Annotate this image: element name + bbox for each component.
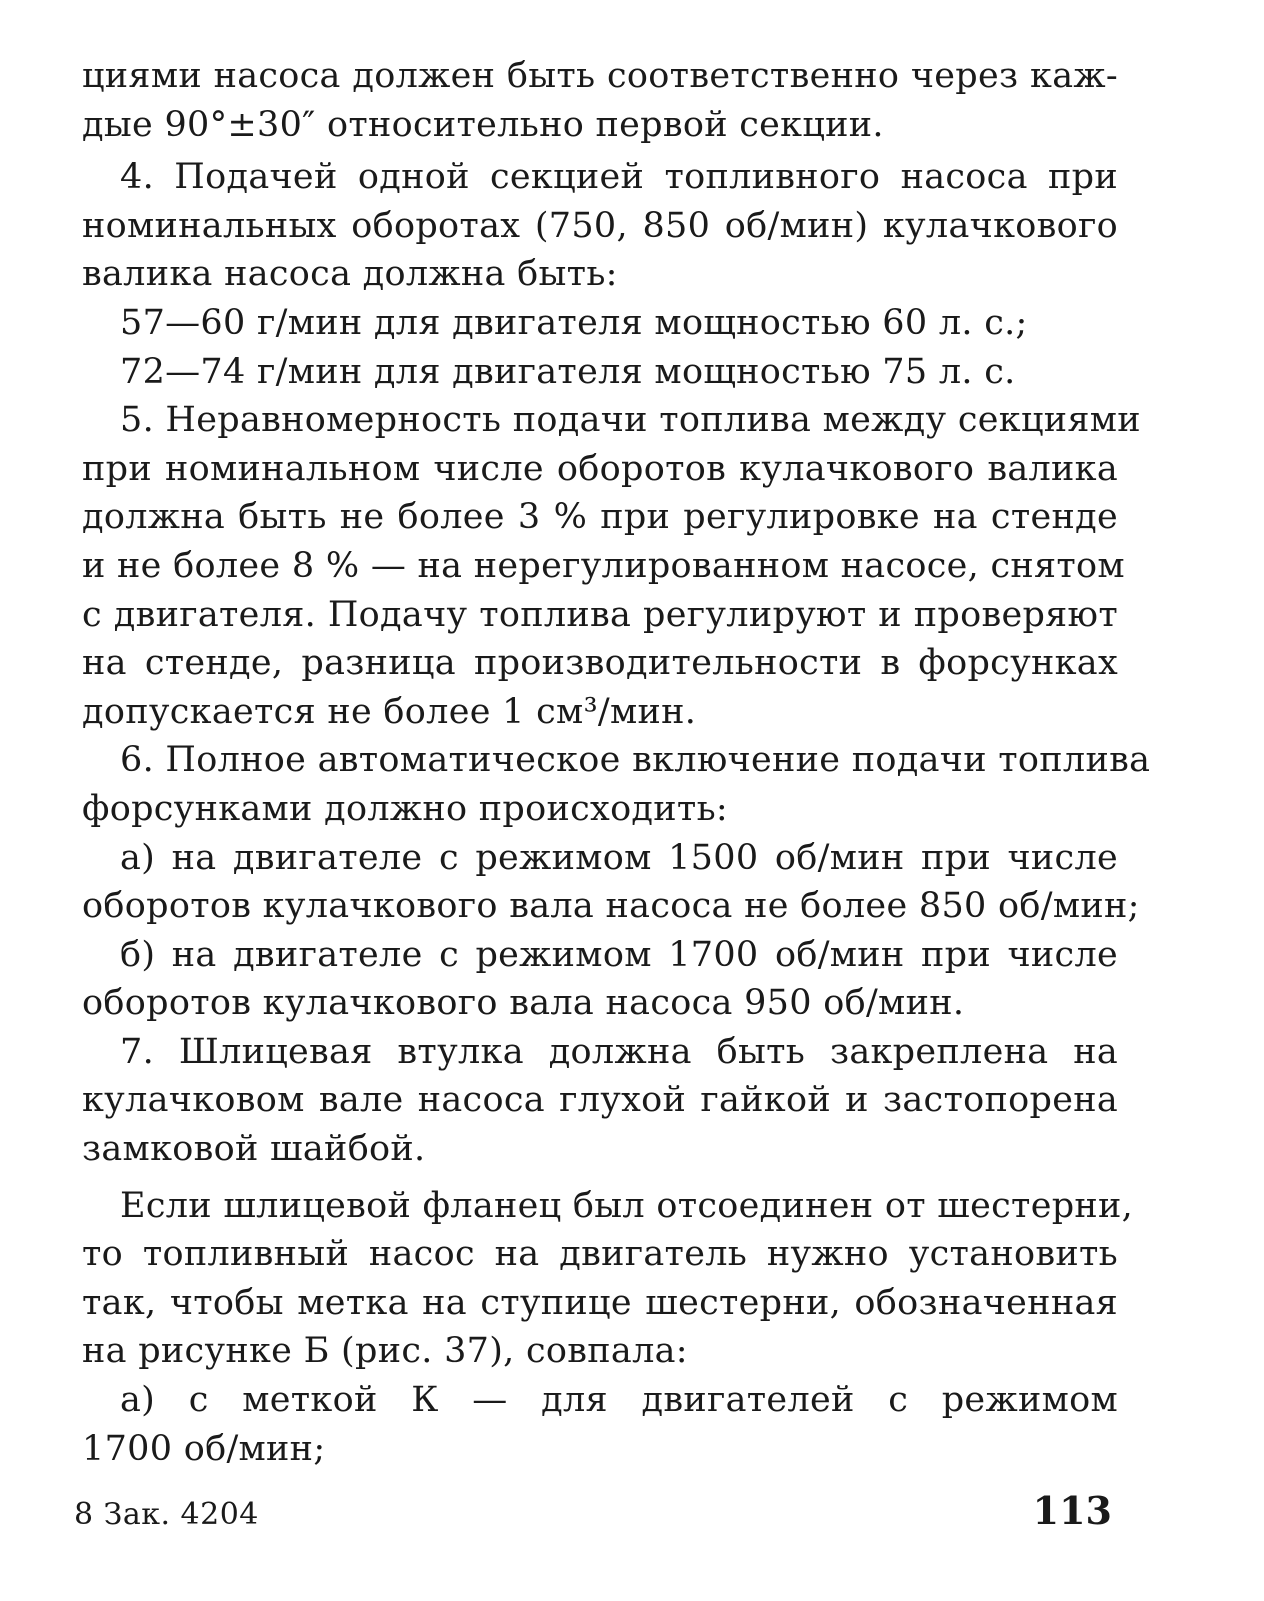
text-line: на рисунке Б (рис. 37), совпала:	[82, 1331, 688, 1372]
text-line: кулачковом вале насоса глухой гайкой и застопорена	[82, 1080, 1118, 1121]
text-line: и не более 8 % — на нерегулированном насосе, снятом	[82, 545, 1125, 586]
text-line: а) с меткой К — для двигателей с режимом	[120, 1380, 1118, 1421]
text-line: оборотов кулачкового вала насоса не более 850 об/мин;	[82, 886, 1140, 927]
text-line: так, чтобы метка на ступице шестерни, обозначенная	[82, 1282, 1118, 1323]
text-line: форсунками должно происходить:	[82, 788, 729, 829]
text-line: с двигателя. Подачу топлива регулируют и проверяют	[82, 594, 1118, 635]
text-line: а) на двигателе с режимом 1500 об/мин при числе	[120, 837, 1118, 878]
text-line: допускается не более 1 см³/мин.	[82, 691, 697, 732]
text-line: 4. Подачей одной секцией топливного насоса при	[120, 157, 1118, 198]
text-line: 57—60 г/мин для двигателя мощностью 60 л. с.;	[120, 302, 1028, 343]
order-mark: 8 Зак. 4204	[74, 1497, 259, 1532]
text-line: 5. Неравномерность подачи топлива между секциями	[120, 400, 1141, 441]
text-line: 7. Шлицевая втулка должна быть закреплена на	[120, 1031, 1118, 1072]
text-line: то топливный насос на двигатель нужно установить	[82, 1234, 1118, 1275]
page-body	[82, 52, 1151, 1473]
text-line: номинальных оборотах (750, 850 об/мин) кулачкового	[82, 205, 1118, 246]
text-line: оборотов кулачкового вала насоса 950 об/мин.	[82, 983, 965, 1024]
text-line: 72—74 г/мин для двигателя мощностью 75 л. с.	[120, 351, 1016, 392]
text-line: замковой шайбой.	[82, 1129, 426, 1170]
text-line: 1700 об/мин;	[82, 1428, 326, 1469]
text-line: циями насоса должен быть соответственно через каж-	[82, 56, 1118, 96]
text-line: дые 90°±30″ относительно первой секции.	[82, 104, 884, 145]
text-line: Если шлицевой фланец был отсоединен от шестерни,	[120, 1185, 1134, 1226]
text-line: на стенде, разница производительности в форсунках	[82, 643, 1118, 684]
text-line: б) на двигателе с режимом 1700 об/мин при числе	[120, 934, 1118, 975]
page-footer	[74, 1488, 1112, 1540]
text-line: 6. Полное автоматическое включение подачи топлива	[120, 740, 1151, 781]
text-line: должна быть не более 3 % при регулировке на стенде	[82, 497, 1118, 538]
text-line: при номинальном числе оборотов кулачкового валика	[82, 448, 1118, 489]
page-number: 113	[1032, 1488, 1112, 1533]
text-line: валика насоса должна быть:	[82, 254, 618, 295]
